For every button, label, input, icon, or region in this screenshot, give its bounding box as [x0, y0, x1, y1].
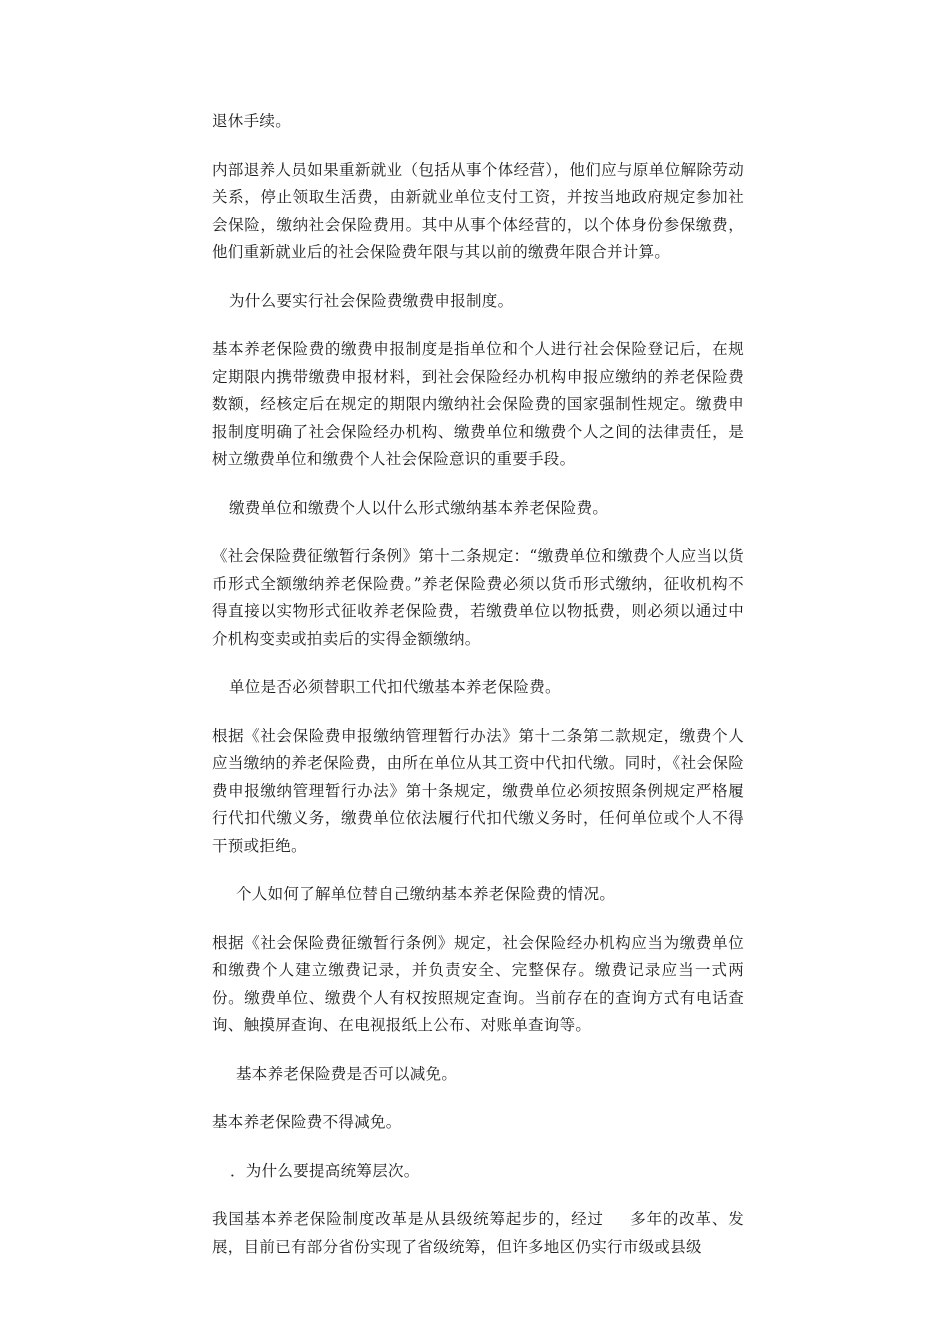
paragraph: 内部退养人员如果重新就业（包括从事个体经营），他们应与原单位解除劳动关系，停止领取生活费，由新就业单位支付工资，并按当地政府规定参加社会保险，缴纳社会保险费用。其中从事个体经营的，以个体身份参保缴费，他们重新就业后的社会保险费年限与其以前的缴费年限合并计算。 — [212, 160, 744, 261]
paragraph: 基本养老保险费不得减免。 — [212, 1113, 402, 1131]
question-heading: 个人如何了解单位替自己缴纳基本养老保险费的情况。 — [236, 885, 616, 903]
question-heading: 单位是否必须替职工代扣代缴基本养老保险费。 — [229, 678, 561, 696]
paragraph: 基本养老保险费的缴费申报制度是指单位和个人进行社会保险登记后，在规定期限内携带缴费申报材料，到社会保险经办机构申报应缴纳的养老保险费数额，经核定后在规定的期限内缴纳社会保险费的国家强制性规定。缴费申报制度明确了社会保险经办机构、缴费单位和缴费个人之间的法律责任，是树立缴费单位和缴费个人社会保险意识的重要手段。 — [212, 340, 744, 468]
paragraph-part: 多年的改革、发展，目前已有部分省份实现了省级统筹，但许多地区仍实行市级或县级 — [212, 1210, 744, 1256]
question-heading: 基本养老保险费是否可以减免。 — [236, 1064, 458, 1083]
paragraph: 退休手续。 — [212, 112, 292, 130]
paragraph-part: 我国基本养老保险制度改革是从县级统筹起步的，经过 — [212, 1210, 604, 1228]
document-body — [212, 108, 744, 1282]
paragraph — [212, 1206, 744, 1261]
question-heading: 为什么要实行社会保险费缴费申报制度。 — [229, 291, 514, 310]
question-heading: 缴费单位和缴费个人以什么形式缴纳基本养老保险费。 — [229, 498, 609, 517]
question-heading: ．为什么要提高统筹层次。 — [230, 1161, 420, 1180]
paragraph: 《社会保险费征缴暂行条例》第十二条规定：“缴费单位和缴费个人应当以货币形式全额缴纳养老保险费。”养老保险费必须以货币形式缴纳，征收机构不得直接以实物形式征收养老保险费，若缴费单位以物抵费，则必须以通过中介机构变卖或拍卖后的实得金额缴纳。 — [212, 547, 744, 648]
paragraph: 根据《社会保险费申报缴纳管理暂行办法》第十二条第二款规定，缴费个人应当缴纳的养老保险费，由所在单位从其工资中代扣代缴。同时，《社会保险费申报缴纳管理暂行办法》第十条规定，缴费单位必须按照条例规定严格履行代扣代缴义务，缴费单位依法履行代扣代缴义务时，任何单位或个人不得干预或拒绝。 — [212, 726, 744, 855]
paragraph: 根据《社会保险费征缴暂行条例》规定，社会保险经办机构应当为缴费单位和缴费个人建立缴费记录，并负责安全、完整保存。缴费记录应当一式两份。缴费单位、缴费个人有权按照规定查询。当前存在的查询方式有电话查询、触摸屏查询、在电视报纸上公布、对账单查询等。 — [212, 933, 744, 1034]
